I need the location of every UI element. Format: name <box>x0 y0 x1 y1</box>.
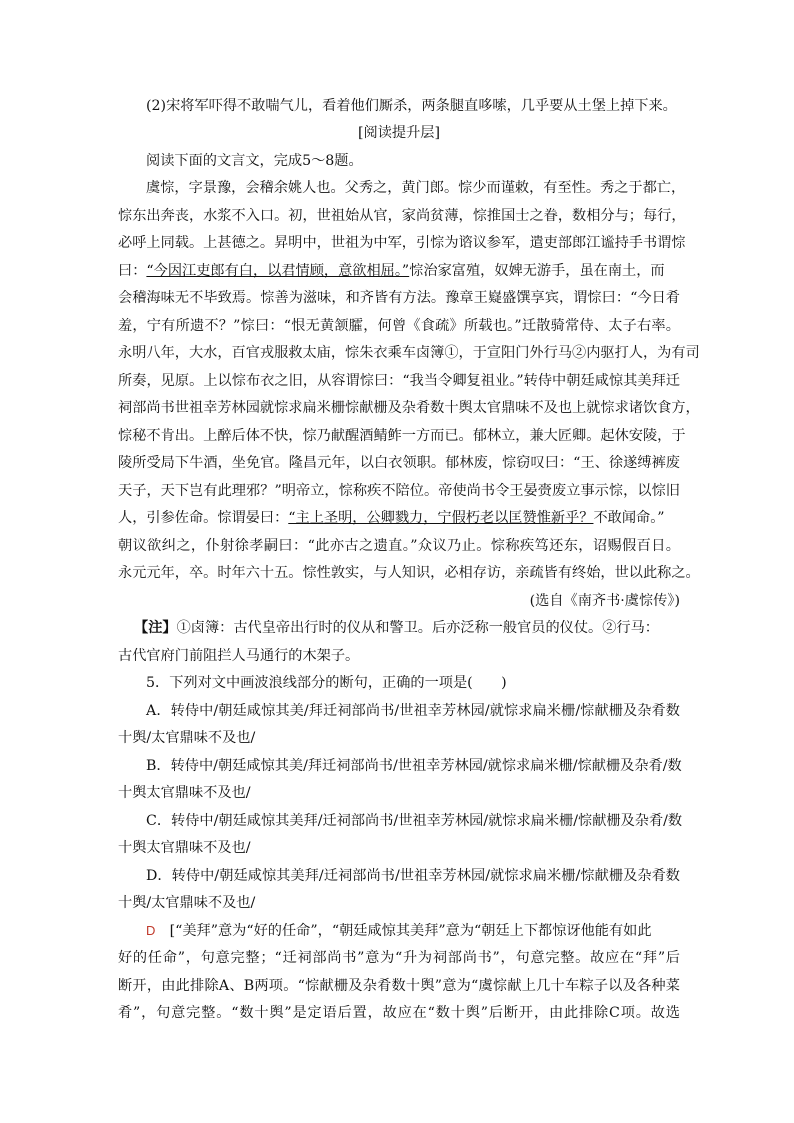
option-b: B．转侍中/朝廷咸惊其美/拜迁祠部尚书/世祖幸芳林园/就悰求扁米栅/悰献栅及杂肴/数 <box>146 758 682 774</box>
passage-line: 虞悰，字景豫，会稽余姚人也。父秀之，黄门郎。悰少而谨敕，有至性。秀之于都亡， <box>146 180 686 196</box>
passage-text: 人，引参佐命。悰谓晏曰： <box>118 510 289 526</box>
answer-text: [“美拜”意为“好的任命”，“朝廷咸惊其美拜”意为“朝廷上下都惊讶他能有如此 <box>155 923 652 939</box>
underlined-sentence: “今因江吏郎有白，以君情顾，意欲相屈。” <box>146 263 410 279</box>
passage-text: 不敢闻命。” <box>593 510 665 526</box>
question-stem: 5．下列对文中画波浪线部分的断句，正确的一项是( ) <box>146 675 507 691</box>
instruction: 阅读下面的文言文，完成5～8题。 <box>146 153 363 169</box>
answer-line <box>146 921 680 941</box>
passage-line: 祠部尚书世祖幸芳林园就悰求扁米栅悰献栅及杂肴数十舆太官鼎味不及也上就悰求诸饮食方， <box>118 400 700 416</box>
option-d: D．转侍中/朝廷咸惊其美拜/迁祠部尚书/世祖幸芳林园/就悰求扁米栅/悰献栅及杂肴数 <box>146 868 680 884</box>
note-line: 古代官府门前阻拦人马通行的木架子。 <box>118 648 360 664</box>
option-a-cont: 十舆/太官鼎味不及也/ <box>118 730 256 746</box>
passage-line: 悰秘不肯出。上醉后体不快，悰乃献醒酒鲭鲊一方而已。郁林立，兼大匠卿。起休安陵，于 <box>118 428 686 444</box>
answer-line: 肴”，句意完整。“数十舆”是定语后置，故应在“数十舆”后断开，由此排除C项。故选 <box>118 1005 680 1021</box>
note-label: 【注】 <box>134 620 177 636</box>
section-title: [阅读提升层] <box>357 125 440 141</box>
passage-line: 永明八年，大水，百官戎服救太庙，悰朱衣乘车卤簿①，于宣阳门外行马②内驱打人，为有司 <box>118 345 700 361</box>
passage-line: 会稽海味无不毕致焉。悰善为滋味，和齐皆有方法。豫章王嶷盛馔享宾，谓悰曰：“今日肴 <box>118 290 680 306</box>
passage-line <box>118 261 680 281</box>
underlined-sentence: “主上圣明，公卿戮力，宁假朽老以匡赞惟新乎？ <box>288 510 594 526</box>
answer-line: 断开，由此排除A、B两项。“悰献栅及杂肴数十舆”意为“虞悰献上几十车粽子以及各种菜 <box>118 978 680 994</box>
passage-line: 朝议欲纠之，仆射徐孝嗣曰：“此亦古之遗直。”众议乃止。悰称疾笃还东，诏赐假百日。 <box>118 538 680 554</box>
passage-text: 曰： <box>118 263 147 279</box>
translation-q2: (2)宋将军吓得不敢喘气儿，看着他们厮杀，两条腿直哆嗦，几乎要从土堡上掉下来。 <box>146 98 677 114</box>
passage-line: 必呼上同载。上甚德之。昇明中，世祖为中军，引悰为谘议参军，遣吏部郎江谧持手书谓悰 <box>118 235 686 251</box>
note-text: ①卤簿：古代皇帝出行时的仪从和警卫。后亦泛称一般官员的仪仗。②行马： <box>176 620 659 636</box>
answer-line: 好的任命”，句意完整；“迁祠部尚书”意为“升为祠部尚书”，句意完整。故应在“拜”后 <box>118 950 680 966</box>
passage-line: 天子，天下岂有此理邪？”明帝立，悰称疾不陪位。帝使尚书令王晏赍废立事示悰，以悰旧 <box>118 483 680 499</box>
passage-line: 羞，宁有所遗不？”悰曰：“恨无黄颔臛，何曾《食疏》所载也。”迁散骑常侍、太子右率。 <box>118 318 680 334</box>
passage-line: 悰东出奔丧，水浆不入口。初，世祖始从官，家尚贫薄，悰推国士之眷，数相分与；每行， <box>118 208 686 224</box>
passage-source: (选自《南齐书·虞悰传》) <box>529 593 680 609</box>
option-c: C．转侍中/朝廷咸惊其美拜/迁祠部尚书/世祖幸芳林园/就悰求扁米栅/悰献栅及杂肴/数 <box>146 813 683 829</box>
passage-line: 永元元年，卒。时年六十五。悰性敦实，与人知识，必相存访，亲疏皆有终始，世以此称之。 <box>118 565 700 581</box>
note-line <box>134 618 680 638</box>
passage-line: 所奏，见原。上以悰布衣之旧，从容谓悰曰：“我当令卿复祖业。”转侍中朝廷咸惊其美拜迁 <box>118 373 680 389</box>
answer-letter: D <box>146 923 156 938</box>
passage-text: 悰治家富殖，奴婢无游手，虽在南土，而 <box>409 263 665 279</box>
passage-line <box>118 508 680 528</box>
passage-line: 陵所受局下牛酒，坐免官。隆昌元年，以白衣领职。郁林废，悰窃叹曰：“王、徐遂缚裤废 <box>118 455 680 471</box>
option-b-cont: 十舆太官鼎味不及也/ <box>118 785 251 801</box>
option-c-cont: 十舆太官鼎味不及也/ <box>118 840 251 856</box>
option-a: A．转侍中/朝廷咸惊其美/拜迁祠部尚书/世祖幸芳林园/就悰求扁米栅/悰献栅及杂肴数 <box>146 703 680 719</box>
option-d-cont: 十舆/太官鼎味不及也/ <box>118 895 256 911</box>
